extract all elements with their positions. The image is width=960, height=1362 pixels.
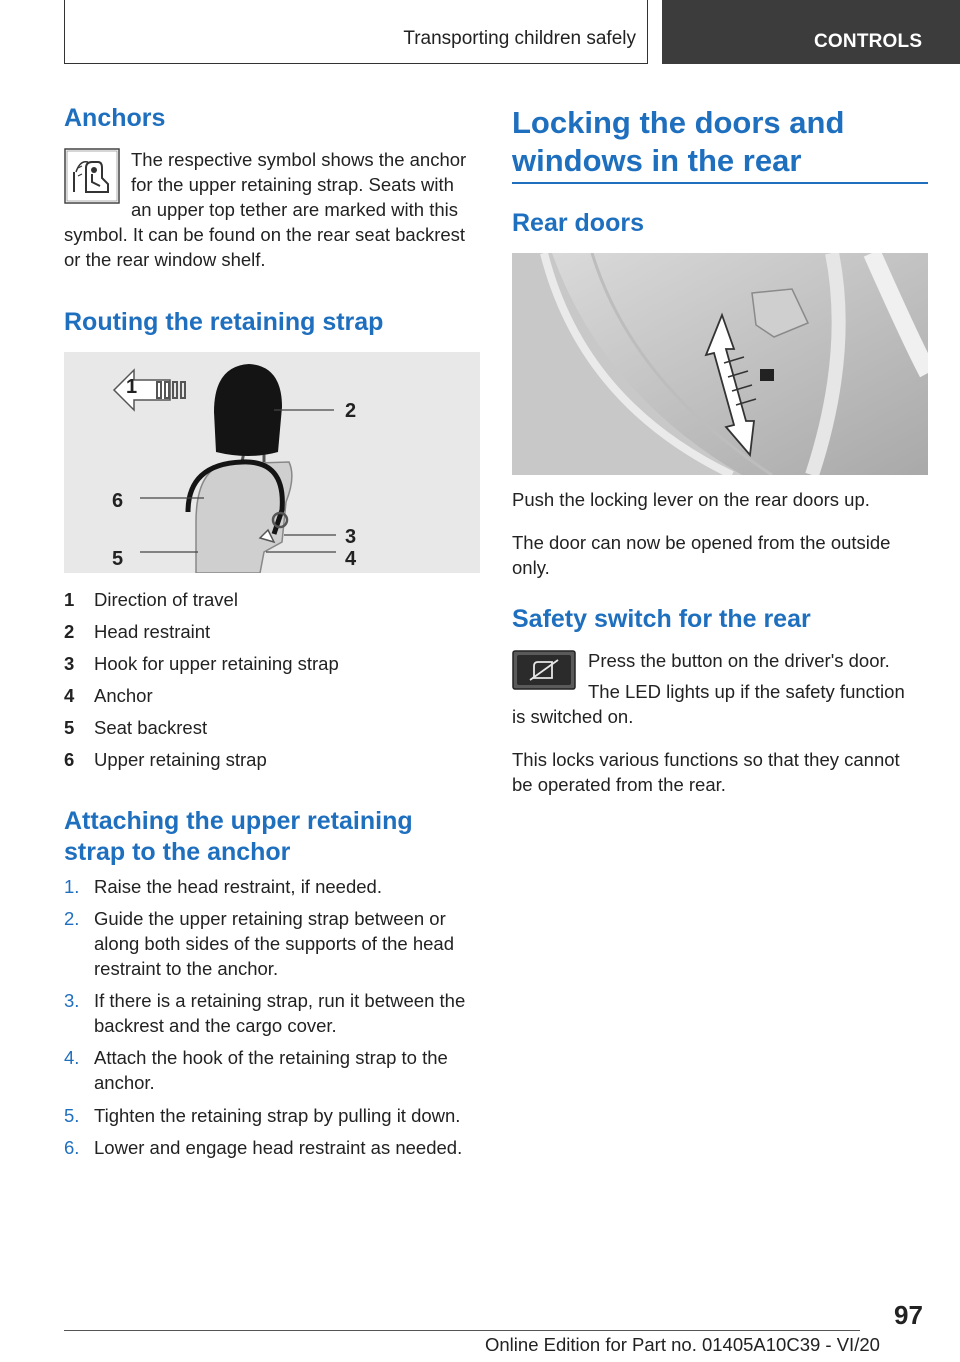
figure-callout-4: 4 <box>345 548 357 570</box>
safety-line-1: Press the button on the driver's door. <box>588 650 890 671</box>
legend-label: Anchor <box>94 685 153 706</box>
figure-callout-1: 1 <box>126 376 138 398</box>
step-line: Guide the upper retaining strap between or <box>94 908 446 929</box>
step-text <box>94 906 484 981</box>
footer-rule <box>64 1330 860 1331</box>
legend-label: Hook for upper retaining strap <box>94 653 339 674</box>
main-heading <box>512 104 844 180</box>
figure-callout-5: 5 <box>112 548 124 570</box>
step-line: along both sides of the supports of the head <box>94 933 454 954</box>
rear-doors-para-2 <box>512 530 890 580</box>
step-number: 3. <box>64 990 80 1011</box>
routing-heading: Routing the retaining strap <box>64 308 384 336</box>
legend-num: 4 <box>64 685 75 706</box>
anchors-line-4: symbol. It can be found on the rear seat backrest <box>64 224 466 245</box>
main-heading-line-1: Locking the doors and <box>512 105 845 140</box>
step-line: Lower and engage head restraint as needed. <box>94 1137 463 1158</box>
legend-num: 2 <box>64 621 75 642</box>
legend-label: Upper retaining strap <box>94 749 267 770</box>
step-line: Raise the head restraint, if needed. <box>94 876 382 897</box>
legend-num: 3 <box>64 653 75 674</box>
anchors-line-2: for the upper retaining strap. Seats with <box>131 174 454 195</box>
anchors-line-5: or the rear window shelf. <box>64 249 266 270</box>
step-number: 4. <box>64 1047 80 1068</box>
callout-leader-lines <box>64 352 480 573</box>
safety-line-2: The LED lights up if the safety function <box>588 681 905 702</box>
main-heading-line-2: windows in the rear <box>512 143 802 178</box>
page-number: 97 <box>894 1300 923 1330</box>
legend-label: Direction of travel <box>94 589 238 610</box>
anchors-line-3: an upper top tether are marked with this <box>131 199 459 220</box>
step-line: Tighten the retaining strap by pulling it down. <box>94 1105 461 1126</box>
legend-label: Head restraint <box>94 621 211 642</box>
figure-callout-2: 2 <box>345 400 357 422</box>
rear-doors-para-2-line-2: only. <box>512 557 550 578</box>
heading-rule <box>512 182 928 184</box>
child-seat-tether-icon <box>64 148 120 204</box>
rear-doors-para-2-line-1: The door can now be opened from the outside <box>512 532 891 553</box>
anchors-heading: Anchors <box>64 104 166 132</box>
anchors-text <box>131 147 491 222</box>
attaching-heading-line-1: Attaching the upper retaining <box>64 807 413 835</box>
edition-text[interactable]: Online Edition for Part no. 01405A10C39 - VI/20 <box>485 1334 880 1355</box>
safety-switch-heading: Safety switch for the rear <box>512 605 811 633</box>
step-text <box>94 988 484 1038</box>
step-line: anchor. <box>94 1072 155 1093</box>
step-line: If there is a retaining strap, run it between the <box>94 990 466 1011</box>
step-text <box>94 1045 484 1095</box>
safety-para-line-1: This locks various functions so that they cannot <box>512 749 900 770</box>
step-text <box>94 874 484 899</box>
safety-para <box>512 747 900 797</box>
rear-door-figure <box>512 253 928 475</box>
attaching-heading <box>64 806 413 868</box>
step-text <box>94 1135 484 1160</box>
figure-callout-3: 3 <box>345 526 357 548</box>
attaching-heading-line-2: strap to the anchor <box>64 838 291 866</box>
step-line: Attach the hook of the retaining strap to the <box>94 1047 448 1068</box>
rear-doors-para-1: Push the locking lever on the rear doors up. <box>512 489 870 510</box>
step-number: 1. <box>64 876 80 897</box>
legend-label: Seat backrest <box>94 717 208 738</box>
chapter-tab[interactable]: CONTROLS <box>662 0 960 64</box>
step-text <box>94 1103 484 1128</box>
anchors-text-cont <box>64 222 465 272</box>
legend-num: 6 <box>64 749 75 770</box>
anchors-line-1: The respective symbol shows the anchor <box>131 149 467 170</box>
step-line: backrest and the cargo cover. <box>94 1015 337 1036</box>
legend-num: 1 <box>64 589 75 610</box>
section-title: Transporting children safely <box>403 28 636 49</box>
step-number: 5. <box>64 1105 80 1126</box>
step-number: 2. <box>64 908 80 929</box>
legend-num: 5 <box>64 717 75 738</box>
rear-doors-heading: Rear doors <box>512 209 644 237</box>
window-lock-button-icon <box>512 650 576 690</box>
figure-callout-6: 6 <box>112 490 124 512</box>
safety-line-3: is switched on. <box>512 706 634 727</box>
safety-para-line-2: be operated from the rear. <box>512 774 726 795</box>
step-number: 6. <box>64 1137 80 1158</box>
step-line: restraint to the anchor. <box>94 958 279 979</box>
